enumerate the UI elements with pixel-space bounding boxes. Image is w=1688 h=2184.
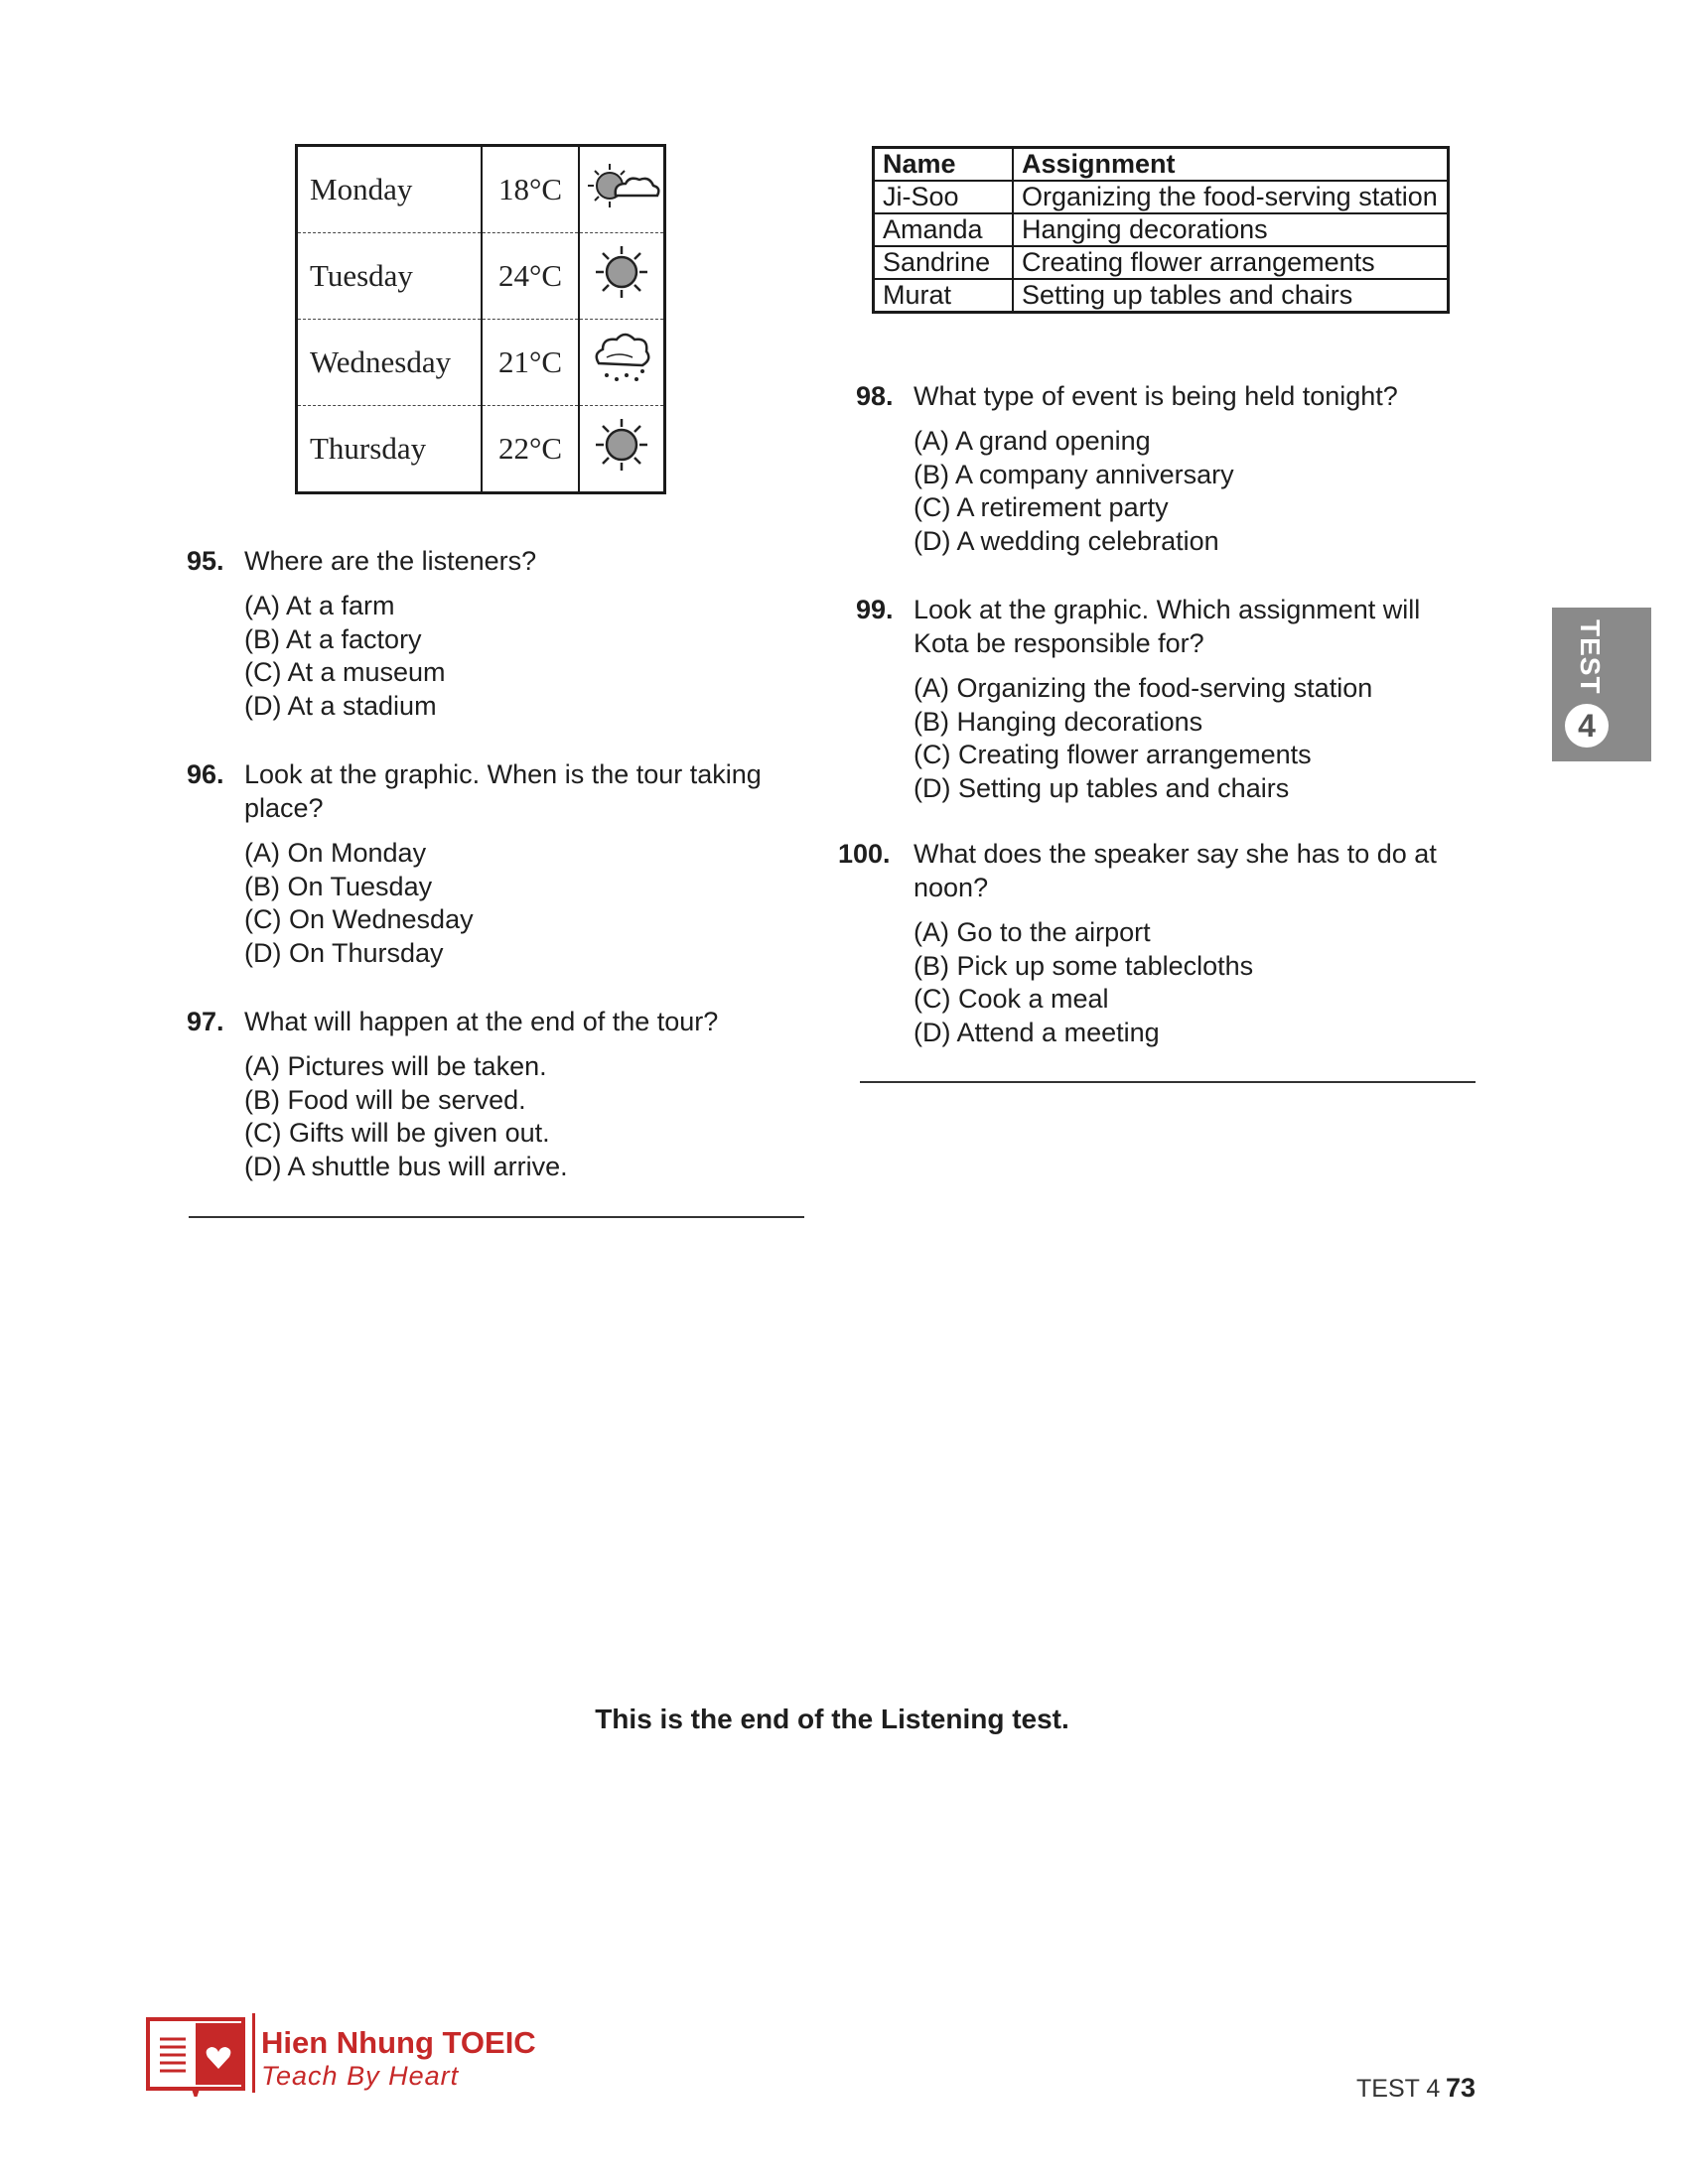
- answer-option: (B) On Tuesday: [244, 871, 433, 901]
- end-of-listening-text: This is the end of the Listening test.: [595, 1704, 1069, 1734]
- weather-temp: 24°C: [482, 233, 579, 320]
- table-row: [874, 279, 1449, 313]
- answer-option: (C) Creating flower arrangements: [914, 740, 1312, 769]
- answer-option: (A) Organizing the food-serving station: [914, 673, 1373, 703]
- partly-cloudy-icon: [580, 156, 663, 215]
- logo-title: Hien Nhung TOEIC: [261, 2025, 536, 2060]
- question-98: [856, 379, 1481, 558]
- question-stem: What does the speaker say she has to do at noon?: [914, 839, 1437, 902]
- table-row: [874, 213, 1449, 246]
- assignment-name: Murat: [874, 279, 1014, 313]
- assignment-table: [872, 146, 1450, 314]
- table-row: [874, 246, 1449, 279]
- answer-option: (D) On Thursday: [244, 937, 444, 968]
- assignment-task: Hanging decorations: [1013, 213, 1449, 246]
- question-97: [187, 1005, 822, 1183]
- question-number: 99.: [856, 595, 894, 624]
- question-number: 98.: [856, 381, 894, 411]
- question-95: [187, 544, 802, 723]
- question-stem: Where are the listeners?: [244, 546, 537, 576]
- answer-option: (B) A company anniversary: [914, 459, 1234, 489]
- table-header-row: [874, 148, 1449, 182]
- assignment-name: Sandrine: [874, 246, 1014, 279]
- tab-label: TEST: [1575, 619, 1606, 695]
- question-number: 95.: [187, 546, 224, 576]
- rain-cloud-icon: [589, 326, 654, 391]
- answer-option: (C) Gifts will be given out.: [244, 1118, 550, 1148]
- answer-option: (A) On Monday: [244, 838, 427, 868]
- answer-option: (C) At a museum: [244, 657, 446, 687]
- answer-option: (B) Hanging decorations: [914, 706, 1203, 737]
- weather-day: Wednesday: [297, 320, 483, 406]
- answer-option: (B) At a factory: [244, 623, 422, 654]
- assignment-name: Amanda: [874, 213, 1014, 246]
- question-number: 96.: [187, 759, 224, 789]
- logo-subtitle: Teach By Heart: [261, 2061, 460, 2091]
- assignment-task: Creating flower arrangements: [1013, 246, 1449, 279]
- weather-table: [295, 144, 666, 494]
- answer-option: (D) At a stadium: [244, 690, 437, 721]
- question-100: [838, 837, 1481, 1049]
- answer-option: (C) Cook a meal: [914, 984, 1109, 1014]
- answer-option: (A) A grand opening: [914, 426, 1151, 456]
- question-stem: What will happen at the end of the tour?: [244, 1007, 719, 1036]
- sun-icon: [592, 415, 651, 475]
- table-row: [874, 181, 1449, 213]
- book-heart-logo-icon: [146, 2017, 247, 2097]
- weather-day: Thursday: [297, 406, 483, 493]
- weather-row: [297, 406, 665, 493]
- weather-temp: 21°C: [482, 320, 579, 406]
- question-stem: Look at the graphic. Which assignment will Kota be responsible for?: [914, 595, 1421, 658]
- question-96: [187, 757, 802, 970]
- assignment-task: Organizing the food-serving station: [1013, 181, 1449, 213]
- weather-temp: 22°C: [482, 406, 579, 493]
- column-header: Name: [874, 148, 1014, 182]
- question-number: 100.: [838, 839, 891, 869]
- answer-option: (C) A retirement party: [914, 492, 1169, 522]
- answer-option: (D) A wedding celebration: [914, 525, 1219, 556]
- sun-icon: [592, 242, 651, 302]
- answer-option: (B) Food will be served.: [244, 1084, 526, 1115]
- weather-temp: 18°C: [482, 146, 579, 233]
- section-divider: [189, 1216, 804, 1218]
- weather-row: [297, 233, 665, 320]
- question-99: [856, 593, 1481, 805]
- tab-number: 4: [1565, 704, 1609, 748]
- test-side-tab: [1552, 608, 1651, 761]
- answer-option: (D) A shuttle bus will arrive.: [244, 1151, 568, 1181]
- weather-row: [297, 146, 665, 233]
- answer-option: (A) At a farm: [244, 591, 395, 620]
- answer-option: (D) Setting up tables and chairs: [914, 772, 1290, 803]
- weather-row: [297, 320, 665, 406]
- answer-option: (B) Pick up some tablecloths: [914, 950, 1254, 981]
- question-number: 97.: [187, 1007, 224, 1036]
- footer-test-label: TEST 4: [1356, 2075, 1441, 2103]
- assignment-name: Ji-Soo: [874, 181, 1014, 213]
- answer-option: (A) Go to the airport: [914, 917, 1151, 947]
- assignment-task: Setting up tables and chairs: [1013, 279, 1449, 313]
- answer-option: (D) Attend a meeting: [914, 1017, 1160, 1047]
- logo-divider: [252, 2013, 255, 2093]
- answer-option: (A) Pictures will be taken.: [244, 1051, 547, 1081]
- question-stem: What type of event is being held tonight?: [914, 381, 1398, 411]
- page-number: 73: [1446, 2073, 1477, 2103]
- weather-day: Tuesday: [297, 233, 483, 320]
- weather-day: Monday: [297, 146, 483, 233]
- column-header: Assignment: [1013, 148, 1449, 182]
- answer-option: (C) On Wednesday: [244, 904, 474, 934]
- question-stem: Look at the graphic. When is the tour taking place?: [244, 759, 762, 823]
- section-divider: [860, 1081, 1476, 1083]
